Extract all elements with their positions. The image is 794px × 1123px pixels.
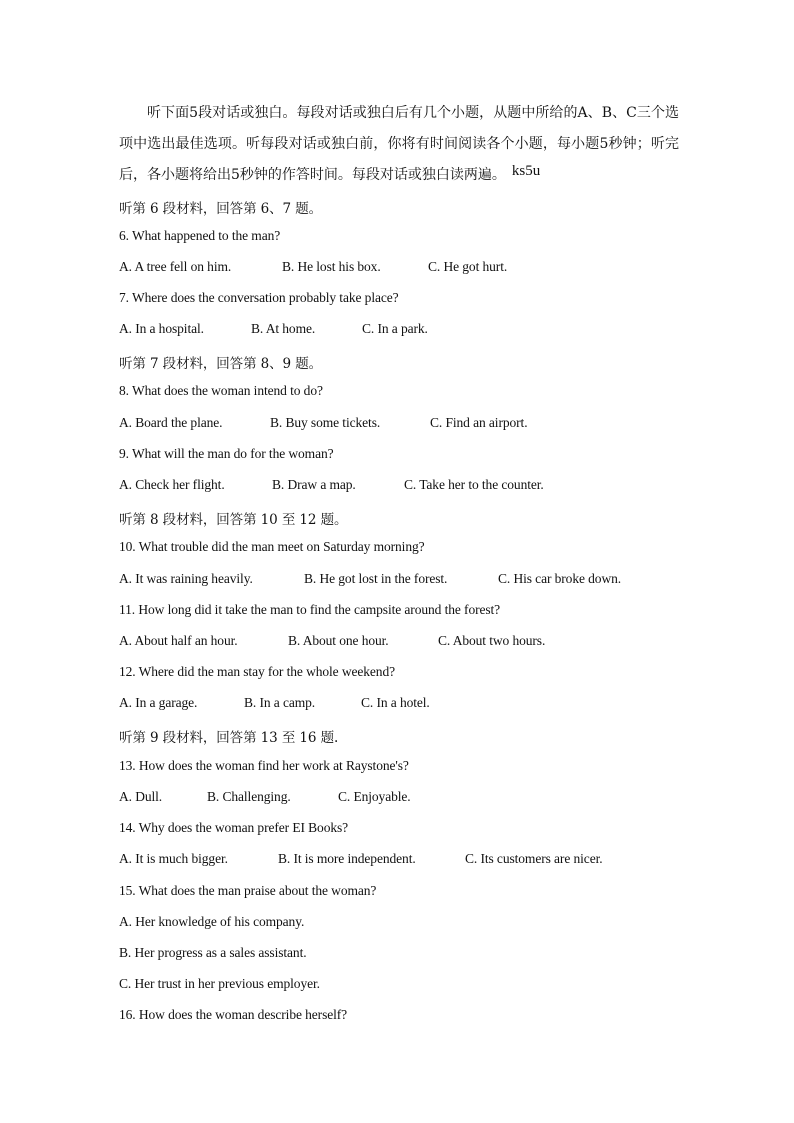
question-11-stem: 11. How long did it take the man to find the campsite around the forest?	[119, 602, 501, 617]
instructions-paragraph	[119, 98, 679, 191]
section-heading-7: 听第 7 段材料，回答第 8、9 题。	[119, 356, 323, 372]
watermark-text: ks5u	[511, 163, 541, 179]
question-6-options	[119, 259, 507, 275]
question-14-option-c: C. Its customers are nicer.	[465, 851, 603, 866]
question-9-option-b: B. Draw a map.	[272, 477, 356, 492]
question-6-option-a: A. A tree fell on him.	[119, 259, 232, 274]
question-10-stem: 10. What trouble did the man meet on Saturday morning?	[119, 539, 425, 554]
question-12-options	[119, 695, 430, 711]
question-12-option-c: C. In a hotel.	[361, 695, 430, 710]
question-12-option-a: A. In a garage.	[119, 695, 198, 710]
question-11-option-c: C. About two hours.	[438, 633, 546, 648]
question-13-option-b: B. Challenging.	[207, 789, 291, 804]
question-11-option-b: B. About one hour.	[288, 633, 389, 648]
question-14-option-b: B. It is more independent.	[278, 851, 416, 866]
question-12-stem: 12. Where did the man stay for the whole weekend?	[119, 664, 396, 679]
question-7-option-b: B. At home.	[251, 321, 316, 336]
question-9-options	[119, 477, 544, 493]
question-12-option-b: B. In a camp.	[244, 695, 316, 710]
question-6-stem: 6. What happened to the man?	[119, 228, 281, 243]
question-8-option-b: B. Buy some tickets.	[270, 415, 381, 430]
question-8-option-c: C. Find an airport.	[430, 415, 528, 430]
question-6-option-c: C. He got hurt.	[428, 259, 508, 274]
section-heading-9: 听第 9 段材料，回答第 13 至 16 题.	[119, 730, 339, 746]
question-9-stem: 9. What will the man do for the woman?	[119, 446, 334, 461]
question-10-option-c: C. His car broke down.	[498, 571, 622, 586]
question-11-option-a: A. About half an hour.	[119, 633, 238, 648]
section-heading-6: 听第 6 段材料，回答第 6、7 题。	[119, 201, 323, 217]
question-10-option-a: A. It was raining heavily.	[119, 571, 253, 586]
question-15-option-c: C. Her trust in her previous employer.	[119, 976, 320, 991]
question-13-option-c: C. Enjoyable.	[338, 789, 411, 804]
question-13-option-a: A. Dull.	[119, 789, 163, 804]
question-7-option-c: C. In a park.	[362, 321, 428, 336]
question-6-option-b: B. He lost his box.	[282, 259, 381, 274]
question-8-stem: 8. What does the woman intend to do?	[119, 383, 323, 398]
question-14-option-a: A. It is much bigger.	[119, 851, 228, 866]
question-7-options	[119, 321, 428, 337]
question-8-option-a: A. Board the plane.	[119, 415, 223, 430]
question-14-stem: 14. Why does the woman prefer EI Books?	[119, 820, 349, 835]
question-9-option-c: C. Take her to the counter.	[404, 477, 544, 492]
question-15-option-a: A. Her knowledge of his company.	[119, 914, 305, 929]
question-11-options	[119, 633, 545, 649]
question-13-options	[119, 789, 411, 805]
question-7-option-a: A. In a hospital.	[119, 321, 204, 336]
question-7-stem: 7. Where does the conversation probably take place?	[119, 290, 399, 305]
question-10-option-b: B. He got lost in the forest.	[304, 571, 448, 586]
section-heading-8: 听第 8 段材料，回答第 10 至 12 题。	[119, 512, 348, 528]
question-9-option-a: A. Check her flight.	[119, 477, 225, 492]
question-15-option-b: B. Her progress as a sales assistant.	[119, 945, 307, 960]
question-13-stem: 13. How does the woman find her work at Raystone's?	[119, 758, 409, 773]
question-14-options	[119, 851, 603, 867]
question-16-stem: 16. How does the woman describe herself?	[119, 1007, 348, 1022]
question-10-options	[119, 571, 621, 587]
question-8-options	[119, 415, 527, 431]
instructions-text: 听下面5段对话或独白。每段对话或独白后有几个小题，从题中所给的A、B、C三个选项中选出最佳选项。听每段对话或独白前，你将有时间阅读各个小题，每小题5秒钟；听完后，各小题将给出5秒钟的作答时间。每段对话或独白读两遍。	[119, 105, 679, 183]
question-15-stem: 15. What does the man praise about the woman?	[119, 883, 377, 898]
